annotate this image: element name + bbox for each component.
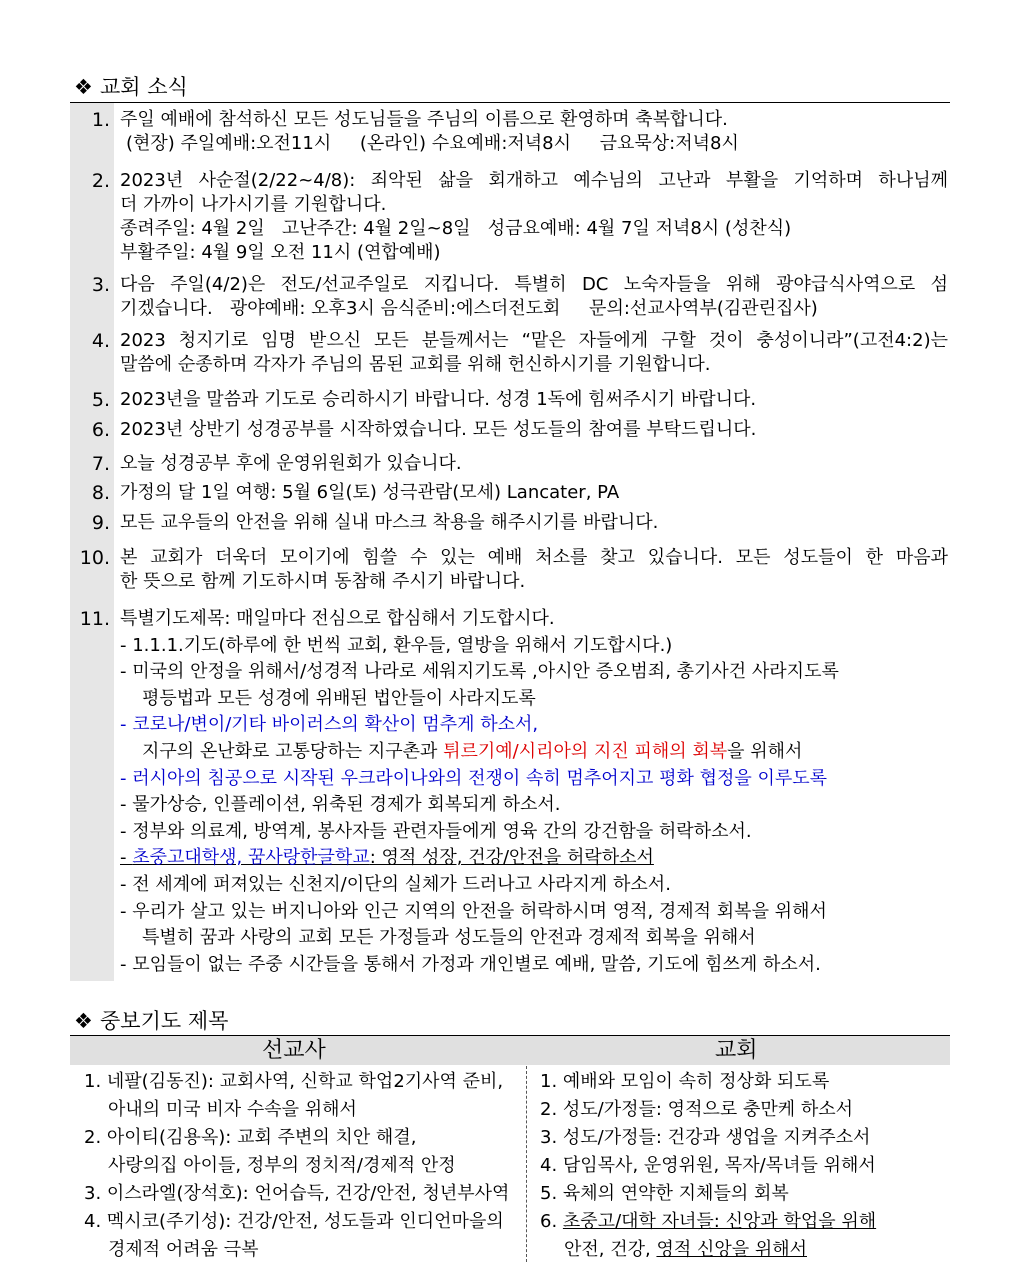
- underlined-text: 초중고/대학 자녀들: 신앙과 학업을 위해: [562, 1211, 877, 1232]
- underlined-text: 영적 신앙을 위해서: [656, 1239, 807, 1260]
- item-number: 3.: [91, 274, 110, 296]
- prayer-bullet: - 우리가 살고 있는 버지니아와 인근 지역의 안전을 허락하시며 영적, 경제적 회복을 위해서: [120, 900, 827, 922]
- item-line: 2023년을 말씀과 기도로 승리하시기 바랍니다. 성경 1독에 힘써주시기 바랍니다.: [120, 389, 757, 410]
- list-item: 1. 예배와 모임이 속히 정상화 되도록: [540, 1071, 830, 1092]
- item-number: 8.: [91, 482, 110, 504]
- list-item: 2. 아이티(김용옥): 교회 주변의 치안 해결,: [84, 1127, 417, 1148]
- item-number: 4.: [91, 330, 110, 352]
- item-line: 부활주일: 4월 9일 오전 11시 (연합예배): [120, 242, 441, 263]
- prayer-bullet: - 러시아의 침공으로 시작된 우크라이나와의 전쟁이 속히 멈추어지고 평화 협정을 이루도록: [120, 767, 828, 789]
- item-line: 기겠습니다. 광야예배: 오후3시 음식준비:에스더전도회 문의:선교사역부(김관린집사): [120, 298, 818, 319]
- item-number: 11.: [79, 608, 110, 630]
- prayer-bullet: [120, 845, 948, 872]
- item-number: 1.: [91, 109, 110, 131]
- column-divider: [526, 1066, 527, 1262]
- missionary-column-title: 선교사: [262, 1038, 326, 1063]
- item-line: 더 가까이 나가시기를 기원합니다.: [120, 194, 387, 215]
- news-section-heading: [74, 74, 188, 100]
- prayer-bullet-cont: [120, 739, 948, 766]
- item-line: 2023년 사순절(2/22~4/8): 죄악된 삶을 회개하고 예수님의 고난과 부활을 기억하며 하나님께: [120, 170, 948, 191]
- item-line: 가정의 달 1일 여행: 5월 6일(토) 성극관람(모세) Lancater, PA: [120, 482, 620, 503]
- list-item: 5. 육체의 연약한 지체들의 회복: [540, 1183, 789, 1204]
- item-line: 오늘 성경공부 후에 운영위원회가 있습니다.: [120, 453, 462, 474]
- church-list: [540, 1068, 950, 1264]
- prayer-bullet: - 코로나/변이/기타 바이러스의 확산이 멈추게 하소서,: [120, 714, 539, 736]
- list-item-cont: 경제적 어려움 극복: [108, 1239, 259, 1260]
- prayer-bullet: - 전 세계에 퍼져있는 신천지/이단의 실체가 드러나고 사라지게 하소서.: [120, 873, 671, 895]
- text-part: 6.: [540, 1211, 563, 1232]
- text-part: 안전, 건강,: [564, 1239, 657, 1260]
- special-prayer-title: 특별기도제목: 매일마다 전심으로 합심해서 기도합시다.: [120, 608, 555, 629]
- prayer-bullet: - 정부와 의료계, 방역계, 봉사자들 관련자들에게 영육 간의 강건함을 허락하소서.: [120, 820, 752, 842]
- list-item: 3. 이스라엘(장석호): 언어습득, 건강/안전, 청년부사역: [84, 1183, 510, 1204]
- prayer-bullet: - 모임들이 없는 주중 시간들을 통해서 가정과 개인별로 예배, 말씀, 기도에 힘쓰게 하소서.: [120, 953, 821, 975]
- prayer-bullet: - 미국의 안정을 위해서/성경적 나라로 세워지기도록 ,아시안 증오범죄, 총기사건 사라지도록: [120, 661, 839, 683]
- list-item: 3. 성도/가정들: 건강과 생업을 지켜주소서: [540, 1127, 871, 1148]
- item-line: 말씀에 순종하며 각자가 주님의 몸된 교회를 위해 헌신하시기를 기원합니다.: [120, 354, 711, 375]
- list-item: 1. 네팔(김동진): 교회사역, 신학교 학업2기사역 준비,: [84, 1071, 504, 1092]
- item-line: 종려주일: 4월 2일 고난주간: 4월 2일~8일 성금요예배: 4월 7일 저녁8시 (성찬식): [120, 218, 792, 239]
- church-column-title: 교회: [715, 1038, 758, 1063]
- list-item-cont: [540, 1236, 950, 1264]
- highlight-red-text: 튀르기예/시리아의 지진 피해의 회복: [443, 740, 728, 762]
- diamond-bullet-icon: ❖: [74, 1009, 93, 1033]
- item-line: 2023 청지기로 임명 받으신 모든 분들께서는 “맡은 자들에게 구할 것이 충성이니라”(고전4:2)는: [120, 330, 948, 351]
- prayer-table-header: [70, 1035, 950, 1065]
- item-line: 주일 예배에 참석하신 모든 성도님들을 주님의 이름으로 환영하며 축복합니다.: [120, 109, 728, 130]
- item-line: 모든 교우들의 안전을 위해 실내 마스크 착용을 해주시기를 바랍니다.: [120, 512, 659, 533]
- list-item: 4. 멕시코(주기성): 건강/안전, 성도들과 인디언마을의: [84, 1211, 504, 1232]
- list-item: 2. 성도/가정들: 영적으로 충만케 하소서: [540, 1099, 854, 1120]
- item-number: 6.: [91, 419, 110, 441]
- number-column-shade: [70, 103, 114, 981]
- heading-rule: [70, 102, 950, 103]
- item-line: 본 교회가 더욱더 모이기에 힘쓸 수 있는 예배 처소를 찾고 있습니다. 모든 성도들이 한 마음과: [120, 547, 948, 568]
- text-part: -: [120, 847, 133, 869]
- text-part: 지구의 온난화로 고통당하는 지구촌과: [142, 740, 444, 762]
- prayer-section-heading: [74, 1008, 228, 1034]
- item-line: 다음 주일(4/2)은 전도/선교주일로 지킵니다. 특별히 DC 노숙자들을 위해 광야급식사역으로 섬: [120, 274, 948, 295]
- list-item-cont: 사랑의집 아이들, 정부의 정치적/경제적 안정: [108, 1155, 456, 1176]
- item-line: 2023년 상반기 성경공부를 시작하였습니다. 모든 성도들의 참여를 부탁드립니다.: [120, 419, 757, 440]
- item-line: 한 뜻으로 함께 기도하시며 동참해 주시기 바랍니다.: [120, 571, 526, 592]
- prayer-heading-text: 중보기도 제목: [100, 1009, 229, 1033]
- item-number: 5.: [91, 389, 110, 411]
- text-part: 을 위해서: [727, 740, 803, 762]
- item-number: 9.: [91, 512, 110, 534]
- item-number: 10.: [79, 547, 110, 569]
- item-line: (현장) 주일예배:오전11시 (온라인) 수요예배:저녁8시 금요묵상:저녁8시: [126, 133, 739, 154]
- diamond-bullet-icon: ❖: [74, 75, 93, 99]
- list-item: [540, 1208, 950, 1236]
- list-item-cont: 아내의 미국 비자 수속을 위해서: [108, 1099, 357, 1120]
- list-item: 4. 담임목사, 운영위원, 목자/목녀들 위해서: [540, 1155, 876, 1176]
- news-heading-text: 교회 소식: [100, 75, 188, 99]
- prayer-bullet-cont: 특별히 꿈과 사랑의 교회 모든 가정들과 성도들의 안전과 경제적 회복을 위해서: [142, 927, 756, 949]
- missionary-list: [84, 1068, 524, 1264]
- prayer-bullet: - 1.1.1.기도(하루에 한 번씩 교회, 환우들, 열방을 위해서 기도합시다.): [120, 634, 673, 656]
- prayer-bullet-cont: 평등법과 모든 성경에 위배된 법안들이 사라지도록: [142, 687, 536, 709]
- item-number: 7.: [91, 453, 110, 475]
- item-number: 2.: [91, 170, 110, 192]
- prayer-bullet: - 물가상승, 인플레이션, 위축된 경제가 회복되게 하소서.: [120, 794, 561, 816]
- text-part: : 영적 성장, 건강/안전을 허락하소서: [369, 847, 654, 869]
- highlight-blue-text: 초중고대학생, 꿈사랑한글학교: [132, 847, 370, 869]
